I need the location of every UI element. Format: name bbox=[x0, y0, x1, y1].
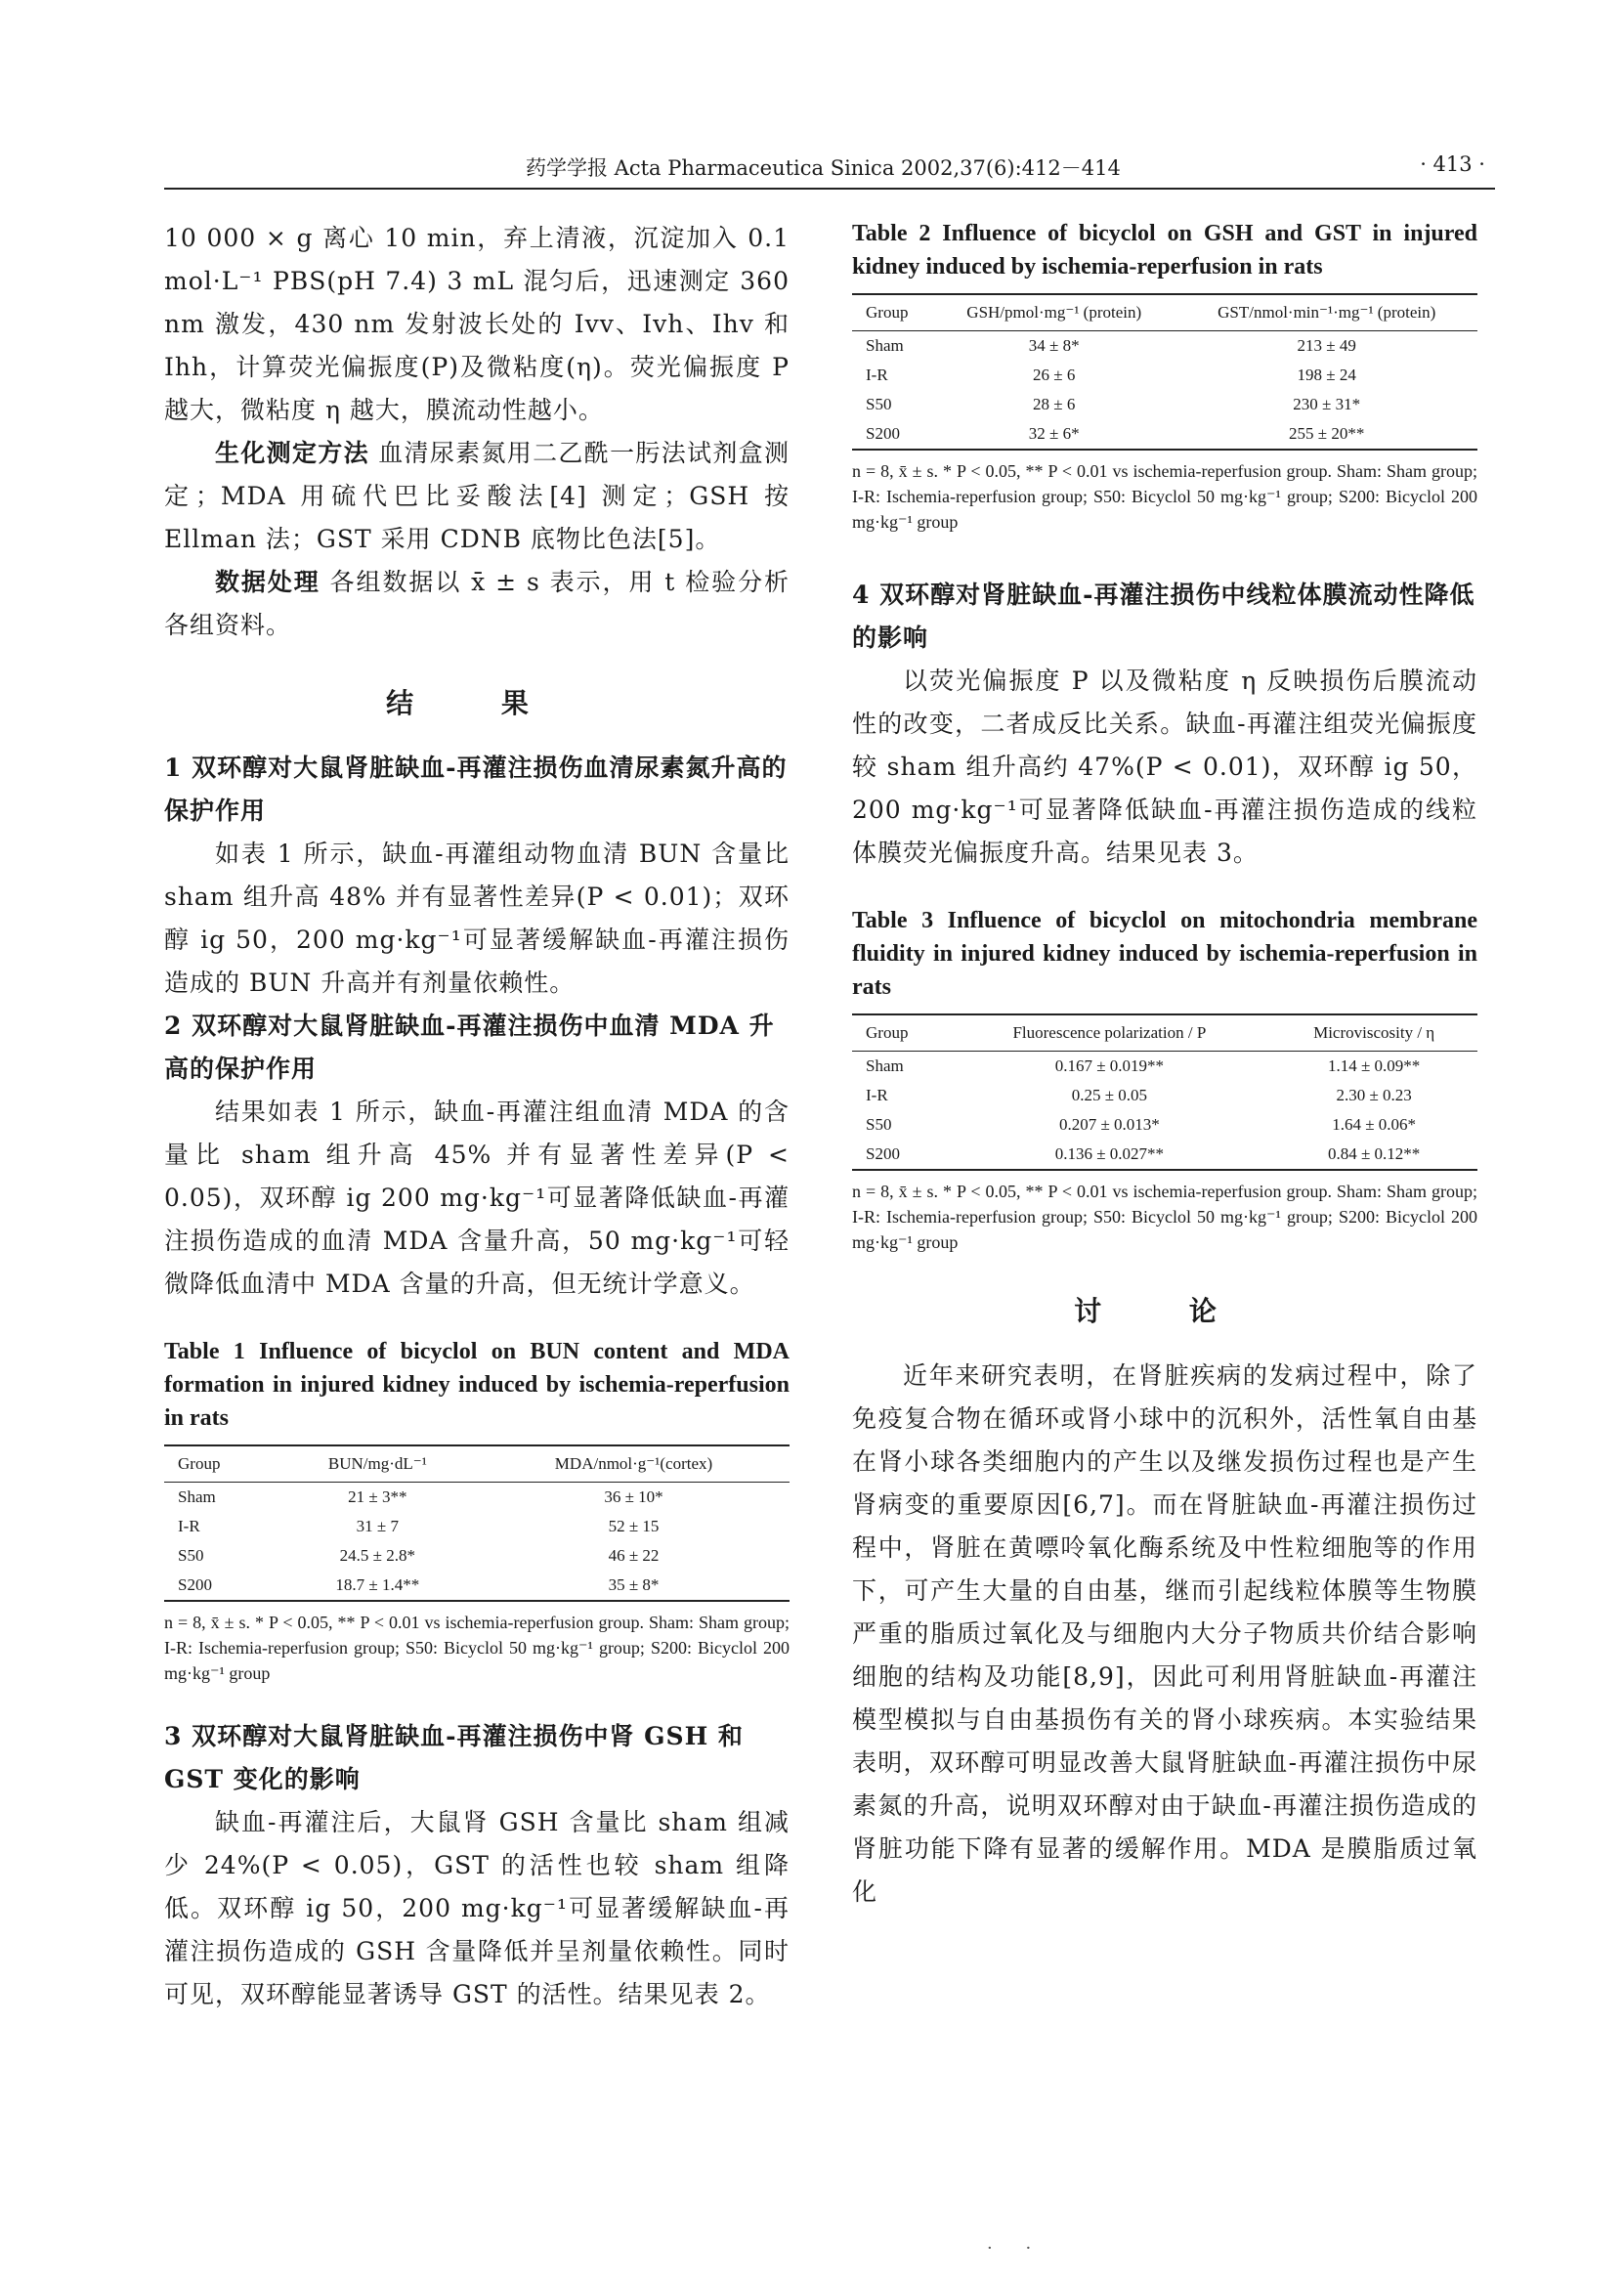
table-row bbox=[852, 1110, 1477, 1140]
table-3-caption: Table 3 Influence of bicyclol on mitochondria membrane fluidity in injured kidney induced by ischemia-reperfusion in rats bbox=[852, 908, 1477, 1000]
table-1-caption: Table 1 Influence of bicyclol on BUN content and MDA formation in injured kidney induced by ischemia-reperfusion in rats bbox=[164, 1339, 790, 1431]
table-3 bbox=[852, 1013, 1477, 1171]
table-cell: S50 bbox=[866, 395, 892, 413]
stats-text: 各组数据以 x̄ ± s 表示，用 t 检验分析各组资料。 bbox=[164, 568, 790, 639]
table-3-header: Microviscosity / η bbox=[1313, 1023, 1435, 1042]
table-cell: I-R bbox=[866, 1086, 888, 1104]
left-column bbox=[164, 217, 790, 2016]
table-cell: S200 bbox=[178, 1575, 212, 1594]
footer-mark: · · bbox=[987, 2238, 1046, 2259]
table-2-header: GSH/pmol·mg⁻¹ (protein) bbox=[966, 303, 1142, 322]
table-1 bbox=[164, 1444, 790, 1602]
table-2-note: n = 8, x̄ ± s. * P < 0.05, ** P < 0.01 vs ischemia-reperfusion group. Sham: Sham group; I-R: Ischemia-reperfusion group; S50: Bicyclol 50 mg·kg⁻¹ group; S200: Bicyclol 200 mg·kg⁻¹ group bbox=[852, 461, 1477, 532]
table-3-note: n = 8, x̄ ± s. * P < 0.05, ** P < 0.01 vs ischemia-reperfusion group. Sham: Sham group; I-R: Ischemia-reperfusion group; S50: Bicyclol 50 mg·kg⁻¹ group; S200: Bicyclol 200 mg·kg⁻¹ group bbox=[852, 1182, 1477, 1252]
table-row bbox=[852, 419, 1477, 450]
methods-continuation: 10 000 × g 离心 10 min，弃上清液，沉淀加入 0.1 mol·L⁻¹ PBS(pH 7.4) 3 mL 混匀后，迅速测定 360 nm 激发，430 nm 发射波长处的 Ivv、Ivh、Ihv 和 Ihh，计算荧光偏振度(P)及微粘度(η)。荧光偏振度 P 越大，微粘度 η 越大，膜流动性越小。 bbox=[164, 224, 790, 424]
section-4-text: 以荧光偏振度 P 以及微粘度 η 反映损伤后膜流动性的改变，二者成反比关系。缺血-再灌注组荧光偏振度较 sham 组升高约 47%(P < 0.01)，双环醇 ig 50，200 mg·kg⁻¹可显著降低缺血-再灌注损伤造成的线粒体膜荧光偏振度升高。结果见表 3。 bbox=[852, 667, 1477, 867]
discussion-text: 近年来研究表明，在肾脏疾病的发病过程中，除了免疫复合物在循环或肾小球中的沉积外，活性氧自由基在肾小球各类细胞内的产生以及继发损伤过程也是产生肾病变的重要原因[6,7]。而在肾脏缺血-再灌注损伤过程中，肾脏在黄嘌呤氧化酶系统及中性粒细胞等的作用下，可产生大量的自由基，继而引起线粒体膜等生物膜严重的脂质过氧化及与细胞内大分子物质共价结合影响细胞的结构及功能[8,9]，因此可利用肾脏缺血-再灌注模型模拟与自由基损伤有关的肾小球疾病。本实验结果表明，双环醇可明显改善大鼠肾脏缺血-再灌注损伤中尿素氮的升高，说明双环醇对由于缺血-再灌注损伤造成的肾脏功能下降有显著的缓解作用。MDA 是膜脂质过氧化 bbox=[852, 1361, 1477, 1906]
discussion-heading: 讨 论 bbox=[1074, 1295, 1256, 1327]
table-cell: 255 ± 20** bbox=[1289, 424, 1365, 443]
table-cell: I-R bbox=[866, 366, 888, 384]
table-cell: 18.7 ± 1.4** bbox=[335, 1575, 420, 1594]
table-2-caption: Table 2 Influence of bicyclol on GSH and GST in injured kidney induced by ischemia-reperfusion in rats bbox=[852, 221, 1477, 280]
section-3-text: 缺血-再灌注后，大鼠肾 GSH 含量比 sham 组减少 24%(P < 0.05)，GST 的活性也较 sham 组降低。双环醇 ig 50，200 mg·kg⁻¹可显著缓解缺血-再灌注损伤造成的 GSH 含量降低并呈剂量依赖性。同时可见，双环醇能显著诱导 GST 的活性。结果见表 2。 bbox=[164, 1808, 790, 2008]
table-2-header-row bbox=[852, 294, 1477, 331]
table-cell: S200 bbox=[866, 424, 900, 443]
table-cell: 35 ± 8* bbox=[608, 1575, 660, 1594]
table-cell: 32 ± 6* bbox=[1028, 424, 1080, 443]
table-1-note: n = 8, x̄ ± s. * P < 0.05, ** P < 0.01 vs ischemia-reperfusion group. Sham: Sham group; I-R: Ischemia-reperfusion group; S50: Bicyclol 50 mg·kg⁻¹ group; S200: Bicyclol 200 mg·kg⁻¹ group bbox=[164, 1613, 790, 1683]
table-row bbox=[164, 1512, 790, 1541]
table-2 bbox=[852, 293, 1477, 451]
table-cell: 213 ± 49 bbox=[1297, 336, 1356, 355]
running-header bbox=[164, 147, 1495, 190]
table-cell: 0.136 ± 0.027** bbox=[1054, 1144, 1165, 1163]
stats-paragraph bbox=[164, 561, 790, 647]
table-row bbox=[852, 1081, 1477, 1110]
table-cell: 0.167 ± 0.019** bbox=[1054, 1056, 1165, 1075]
table-cell: 1.14 ± 0.09** bbox=[1327, 1056, 1421, 1075]
table-cell: 34 ± 8* bbox=[1028, 336, 1080, 355]
table-cell: 52 ± 15 bbox=[608, 1517, 660, 1535]
table-1-header: MDA/nmol·g⁻¹(cortex) bbox=[554, 1454, 713, 1473]
table-3-header: Fluorescence polarization / P bbox=[1012, 1023, 1207, 1042]
results-heading: 结 果 bbox=[386, 687, 568, 719]
table-row bbox=[164, 1483, 790, 1513]
table-cell: 31 ± 7 bbox=[356, 1517, 400, 1535]
page-number: · 413 · bbox=[1420, 152, 1485, 176]
table-cell: Sham bbox=[178, 1487, 216, 1506]
table-cell: 0.84 ± 0.12** bbox=[1327, 1144, 1421, 1163]
section-1-text: 如表 1 所示，缺血-再灌组动物血清 BUN 含量比 sham 组升高 48% 并有显著性差异(P < 0.01)；双环醇 ig 50，200 mg·kg⁻¹可显著缓解缺血-再灌注损伤造成的 BUN 升高并有剂量依赖性。 bbox=[164, 840, 790, 997]
table-2-header: GST/nmol·min⁻¹·mg⁻¹ (protein) bbox=[1218, 303, 1436, 322]
table-row bbox=[852, 361, 1477, 390]
table-1-header: BUN/mg·dL⁻¹ bbox=[327, 1454, 427, 1473]
table-cell: 24.5 ± 2.8* bbox=[339, 1546, 416, 1565]
section-1-heading: 1 双环醇对大鼠肾脏缺血-再灌注损伤血清尿素氮升高的保护作用 bbox=[164, 754, 788, 825]
table-cell: 198 ± 24 bbox=[1297, 366, 1356, 384]
right-column bbox=[852, 217, 1477, 1914]
table-row bbox=[852, 331, 1477, 362]
table-row bbox=[852, 390, 1477, 419]
journal-citation: 药学学报 Acta Pharmaceutica Sinica 2002,37(6):412－414 bbox=[526, 156, 1121, 180]
table-cell: Sham bbox=[866, 1056, 904, 1075]
table-cell: S200 bbox=[866, 1144, 900, 1163]
table-row bbox=[852, 1052, 1477, 1082]
table-row bbox=[852, 1140, 1477, 1170]
biochem-title: 生化测定方法 bbox=[215, 439, 369, 467]
table-cell: 230 ± 31* bbox=[1293, 395, 1361, 413]
table-cell: 2.30 ± 0.23 bbox=[1336, 1086, 1412, 1104]
table-row bbox=[164, 1571, 790, 1601]
table-2-header: Group bbox=[866, 303, 909, 322]
stats-title: 数据处理 bbox=[215, 568, 321, 596]
biochem-paragraph bbox=[164, 432, 790, 561]
section-2-heading: 2 双环醇对大鼠肾脏缺血-再灌注损伤中血清 MDA 升高的保护作用 bbox=[164, 1012, 775, 1083]
section-3-heading: 3 双环醇对大鼠肾脏缺血-再灌注损伤中肾 GSH 和 GST 变化的影响 bbox=[164, 1722, 744, 1793]
table-cell: S50 bbox=[866, 1115, 892, 1134]
table-cell: 0.25 ± 0.05 bbox=[1071, 1086, 1148, 1104]
table-cell: Sham bbox=[866, 336, 904, 355]
table-cell: I-R bbox=[178, 1517, 200, 1535]
table-cell: S50 bbox=[178, 1546, 204, 1565]
table-cell: 36 ± 10* bbox=[604, 1487, 663, 1506]
table-row bbox=[164, 1541, 790, 1571]
table-cell: 0.207 ± 0.013* bbox=[1058, 1115, 1160, 1134]
table-cell: 1.64 ± 0.06* bbox=[1332, 1115, 1417, 1134]
table-cell: 28 ± 6 bbox=[1033, 395, 1076, 413]
section-4-heading: 4 双环醇对肾脏缺血-再灌注损伤中线粒体膜流动性降低的影响 bbox=[852, 581, 1475, 652]
biochem-text: 血清尿素氮用二乙酰一肟法试剂盒测定；MDA 用硫代巴比妥酸法[4] 测定；GSH 按 Ellman 法；GST 采用 CDNB 底物比色法[5]。 bbox=[164, 439, 790, 553]
table-cell: 26 ± 6 bbox=[1033, 366, 1076, 384]
section-2-text: 结果如表 1 所示，缺血-再灌注组血清 MDA 的含量比 sham 组升高 45% 并有显著性差异(P < 0.05)，双环醇 ig 200 mg·kg⁻¹可显著降低缺血-再灌注损伤造成的血清 MDA 含量升高，50 mg·kg⁻¹可轻微降低血清中 MDA 含量的升高，但无统计学意义。 bbox=[164, 1098, 790, 1298]
table-cell: 46 ± 22 bbox=[608, 1546, 660, 1565]
table-1-header-row bbox=[164, 1445, 790, 1483]
table-3-header: Group bbox=[866, 1023, 909, 1042]
table-1-header: Group bbox=[178, 1454, 221, 1473]
table-cell: 21 ± 3** bbox=[348, 1487, 407, 1506]
table-3-header-row bbox=[852, 1014, 1477, 1052]
